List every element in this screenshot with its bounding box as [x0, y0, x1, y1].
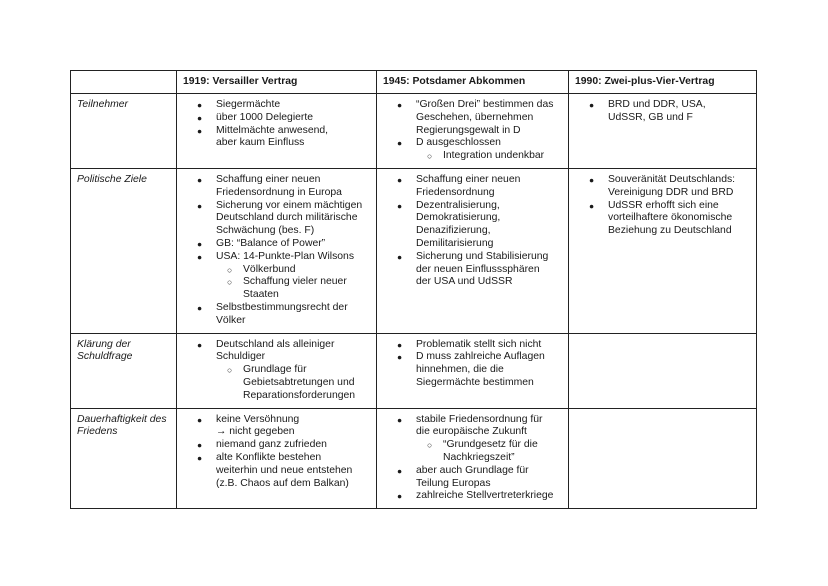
- bullet-item: ● Problematik stellt sich nicht: [416, 339, 562, 352]
- bullet-item: ● über 1000 Delegierte: [216, 112, 370, 125]
- bullet-item: ● D muss zahlreiche Auflagen hinnehmen, die die Siegermächte bestimmen: [416, 351, 562, 389]
- cell-1919: [177, 94, 377, 169]
- cell-1945: [377, 94, 569, 169]
- sub-bullet-item: ○ Völkerbund: [243, 264, 370, 277]
- row-politische-ziele: [71, 168, 757, 333]
- row-label: Teilnehmer: [71, 94, 177, 169]
- bullet-item: ● Siegermächte: [216, 99, 370, 112]
- bullet-item: ● Sicherung vor einem mächtigen Deutschland durch militärische Schwächung (bes. F): [216, 200, 370, 238]
- header-row: [71, 71, 757, 94]
- cell-1990: [569, 168, 757, 333]
- row-label: Politische Ziele: [71, 168, 177, 333]
- bullet-item: ● Mittelmächte anwesend, aber kaum Einfluss: [216, 125, 370, 151]
- row-teilnehmer: [71, 94, 757, 169]
- cell-1945: [377, 408, 569, 509]
- header-1919: 1919: Versailler Vertrag: [177, 71, 377, 94]
- bullet-item: ● alte Konflikte bestehen weiterhin und neue entstehen (z.B. Chaos auf dem Balkan): [216, 452, 370, 490]
- cell-1945: [377, 168, 569, 333]
- bullet-item: ● niemand ganz zufrieden: [216, 439, 370, 452]
- bullet-item: ● D ausgeschlossen ○ Integration undenkbar: [416, 137, 562, 163]
- cell-1990-empty: [569, 333, 757, 408]
- row-schuldfrage: [71, 333, 757, 408]
- bullet-item: ● Sicherung und Stabilisierung der neuen Einflusssphären der USA und UdSSR: [416, 251, 562, 289]
- row-label: Klärung der Schuldfrage: [71, 333, 177, 408]
- bullet-item: ● Selbstbestimmungsrecht der Völker: [216, 302, 370, 328]
- bullet-item: ● BRD und DDR, USA, UdSSR, GB und F: [608, 99, 750, 125]
- bullet-item: ● UdSSR erhofft sich eine vorteilhaftere ökonomische Beziehung zu Deutschland: [608, 200, 750, 238]
- row-dauerhaftigkeit: [71, 408, 757, 509]
- sub-bullet-item: ○ “Grundgesetz für die Nachkriegszeit”: [443, 439, 562, 465]
- bullet-item: ● Deutschland als alleiniger Schuldiger ○ Grundlage für Gebietsabtretungen und Reparationsforderungen: [216, 339, 370, 403]
- bullet-item: ● aber auch Grundlage für Teilung Europas: [416, 465, 562, 491]
- bullet-item: ● Schaffung einer neuen Friedensordnung in Europa: [216, 174, 370, 200]
- header-1990: 1990: Zwei-plus-Vier-Vertrag: [569, 71, 757, 94]
- sub-bullet-item: ○ Grundlage für Gebietsabtretungen und Reparationsforderungen: [243, 364, 370, 402]
- bullet-item: ● Dezentralisierung, Demokratisierung, Denazifizierung, Demilitarisierung: [416, 200, 562, 251]
- header-empty-cell: [71, 71, 177, 94]
- cell-1945: [377, 333, 569, 408]
- cell-1919: [177, 408, 377, 509]
- cell-1919: [177, 333, 377, 408]
- bullet-item: ● GB: “Balance of Power”: [216, 238, 370, 251]
- sub-bullet-item: ○ Schaffung vieler neuer Staaten: [243, 276, 370, 302]
- bullet-item: ● Souveränität Deutschlands: Vereinigung DDR und BRD: [608, 174, 750, 200]
- bullet-item: ● keine Versöhnung → nicht gegeben: [216, 414, 370, 440]
- row-label: Dauerhaftigkeit des Friedens: [71, 408, 177, 509]
- bullet-item: ● zahlreiche Stellvertreterkriege: [416, 490, 562, 503]
- bullet-item: ● USA: 14-Punkte-Plan Wilsons ○ Völkerbund ○ Schaffung vieler neuer Staaten: [216, 251, 370, 302]
- cell-1990: [569, 94, 757, 169]
- header-1945: 1945: Potsdamer Abkommen: [377, 71, 569, 94]
- comparison-table: [70, 70, 757, 509]
- cell-1919: [177, 168, 377, 333]
- sub-bullet-item: ○ Integration undenkbar: [443, 150, 562, 163]
- bullet-item: ● “Großen Drei” bestimmen das Geschehen, übernehmen Regierungsgewalt in D: [416, 99, 562, 137]
- bullet-item: ● Schaffung einer neuen Friedensordnung: [416, 174, 562, 200]
- bullet-item: ● stabile Friedensordnung für die europäische Zukunft ○ “Grundgesetz für die Nachkriegszeit”: [416, 414, 562, 465]
- cell-1990-empty: [569, 408, 757, 509]
